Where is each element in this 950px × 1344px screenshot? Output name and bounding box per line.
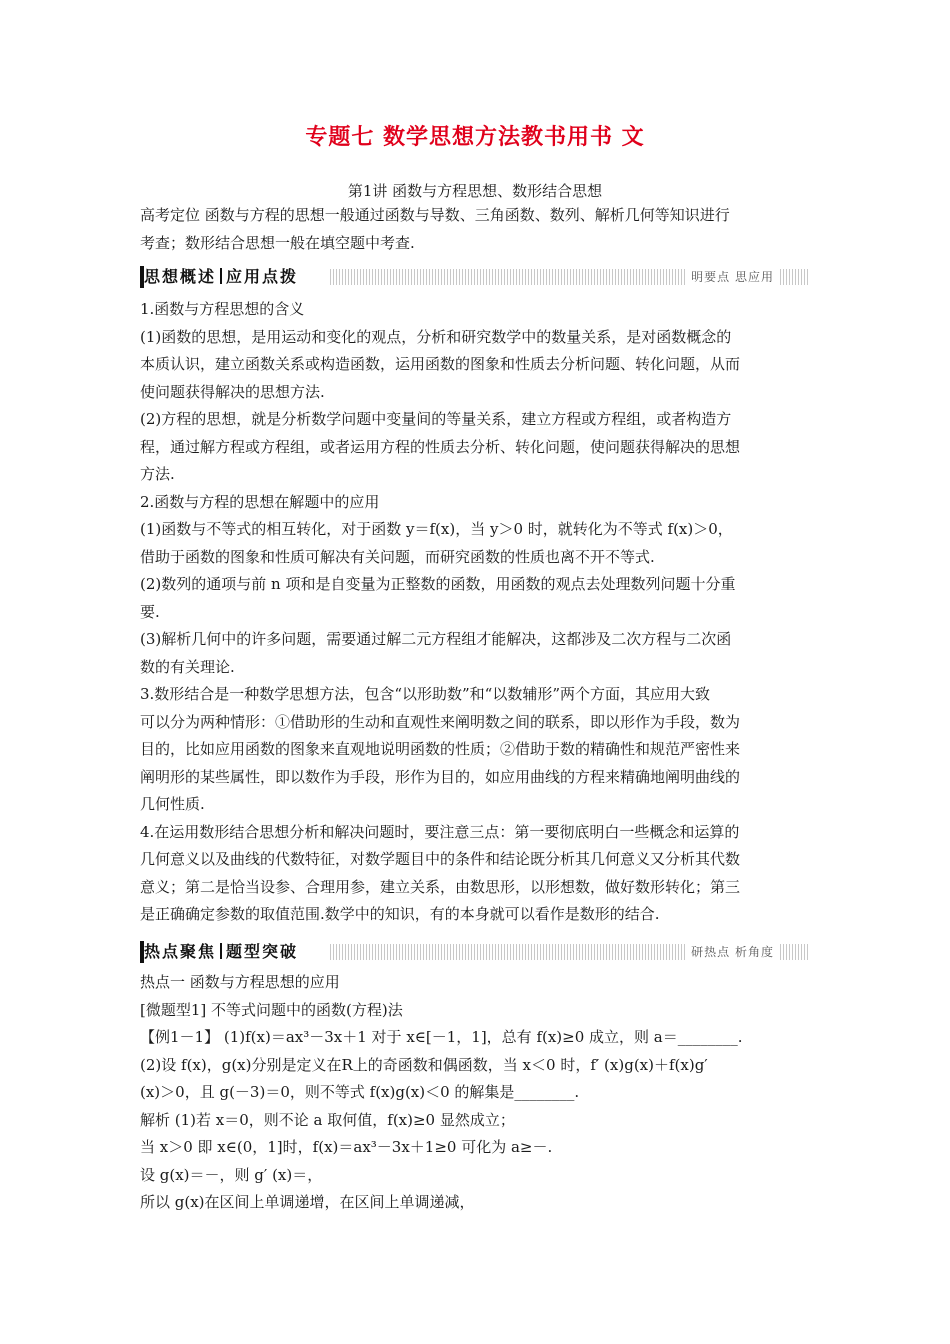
- banner-heading-right: 题型突破: [226, 942, 299, 961]
- text-line: 本质认识，建立函数关系或构造函数，运用函数的图象和性质去分析问题、转化问题，从而: [140, 355, 741, 373]
- text-line: 设 g(x)＝－，则 g′ (x)＝，: [140, 1165, 323, 1184]
- banner-tag: 研热点 析角度: [685, 943, 780, 961]
- text-line: 解析 (1)若 x＝0，则不论 a 取何值，f(x)≥0 显然成立；: [140, 1110, 515, 1129]
- banner-divider: [220, 268, 222, 284]
- banner-heading: [140, 941, 306, 963]
- banner-divider: [220, 943, 222, 959]
- text-line: 可以分为两种情形：①借助形的生动和直观性来阐明数之间的联系，即以形作为手段，数为: [140, 712, 741, 731]
- text-line: 程，通过解方程或方程组，或者运用方程的性质去分析、转化问题，使问题获得解决的思想: [140, 437, 741, 456]
- text-line: 1.函数与方程思想的含义: [140, 300, 305, 318]
- banner-heading: [140, 266, 306, 288]
- text-line: 【例1－1】 (1)f(x)＝ax³－3x＋1 对于 x∈[－1，1]，总有 f(x)≥0 成立，则 a＝________.: [140, 1028, 743, 1046]
- section-hotspot-body: [140, 969, 810, 1217]
- text-line: 方法.: [140, 465, 175, 483]
- text-line: 阐明形的某些属性，即以数作为手段，形作为目的，如应用曲线的方程来精确地阐明曲线的: [140, 767, 741, 786]
- section-banner-hotspot: [140, 941, 810, 963]
- section-banner-overview: [140, 266, 810, 288]
- text-line: (x)＞0，且 g(－3)＝0，则不等式 f(x)g(x)＜0 的解集是________.: [140, 1083, 580, 1101]
- text-line: [微题型1] 不等式问题中的函数(方程)法: [140, 1000, 403, 1019]
- lecture-title: 第1讲 函数与方程思想、数形结合思想: [347, 182, 603, 200]
- intro-line: 考查；数形结合思想一般在填空题中考查.: [140, 233, 415, 252]
- text-line: 2.函数与方程的思想在解题中的应用: [140, 492, 380, 511]
- text-line: 4.在运用数形结合思想分析和解决问题时，要注意三点：第一要彻底明白一些概念和运算的: [140, 822, 740, 841]
- text-line: (1)函数的思想，是用运动和变化的观点，分析和研究数学中的数量关系，是对函数概念的: [140, 327, 732, 346]
- text-line: 使问题获得解决的思想方法.: [140, 382, 325, 401]
- text-line: 几何性质.: [140, 795, 205, 813]
- section-overview-body: [140, 296, 810, 929]
- banner-heading-left: 思想概述: [144, 267, 217, 286]
- text-line: 热点一 函数与方程思想的应用: [140, 973, 340, 991]
- text-line: 几何意义以及曲线的代数特征，对数学题目中的条件和结论既分析其几何意义又分析其代数: [140, 850, 741, 868]
- text-line: 意义；第二是恰当设参、合理用参，建立关系，由数思形，以形想数，做好数形转化；第三: [140, 877, 741, 896]
- text-line: (3)解析几何中的许多问题，需要通过解二元方程组才能解决，这都涉及二次方程与二次函: [140, 630, 732, 648]
- text-line: 目的，比如应用函数的图象来直观地说明函数的性质；②借助于数的精确性和规范严密性来: [140, 740, 741, 758]
- banner-tag: 明要点 思应用: [685, 268, 780, 286]
- text-line: 3.数形结合是一种数学思想方法，包含“以形助数”和“以数辅形”两个方面，其应用大致: [140, 685, 710, 703]
- intro-line: 高考定位 函数与方程的思想一般通过函数与导数、三角函数、数列、解析几何等知识进行: [140, 206, 730, 224]
- text-line: (2)数列的通项与前 n 项和是自变量为正整数的函数，用函数的观点去处理数列问题十分重: [140, 575, 736, 593]
- text-line: 借助于函数的图象和性质可解决有关问题，而研究函数的性质也离不开不等式.: [140, 547, 655, 566]
- text-line: (2)方程的思想，就是分析数学问题中变量间的等量关系，建立方程或方程组，或者构造方: [140, 410, 732, 428]
- banner-heading-right: 应用点拨: [226, 267, 299, 286]
- intro-paragraph: [140, 202, 810, 257]
- text-line: 所以 g(x)在区间上单调递增，在区间上单调递减，: [140, 1193, 475, 1211]
- text-line: 数的有关理论.: [140, 657, 235, 676]
- text-line: 要.: [140, 602, 160, 621]
- text-line: (1)函数与不等式的相互转化，对于函数 y＝f(x)，当 y＞0 时，就转化为不等式 f(x)＞0，: [140, 520, 733, 538]
- document-title: 专题七 数学思想方法教书用书 文: [305, 124, 645, 150]
- text-line: (2)设 f(x)，g(x)分别是定义在R上的奇函数和偶函数，当 x＜0 时，f′ (x)g(x)＋f(x)g′: [140, 1055, 708, 1074]
- text-line: 是正确确定参数的取值范围.数学中的知识，有的本身就可以看作是数形的结合.: [140, 905, 660, 923]
- text-line: 当 x＞0 即 x∈(0，1]时，f(x)＝ax³－3x＋1≥0 可化为 a≥－.: [140, 1138, 553, 1156]
- banner-heading-left: 热点聚焦: [144, 942, 217, 961]
